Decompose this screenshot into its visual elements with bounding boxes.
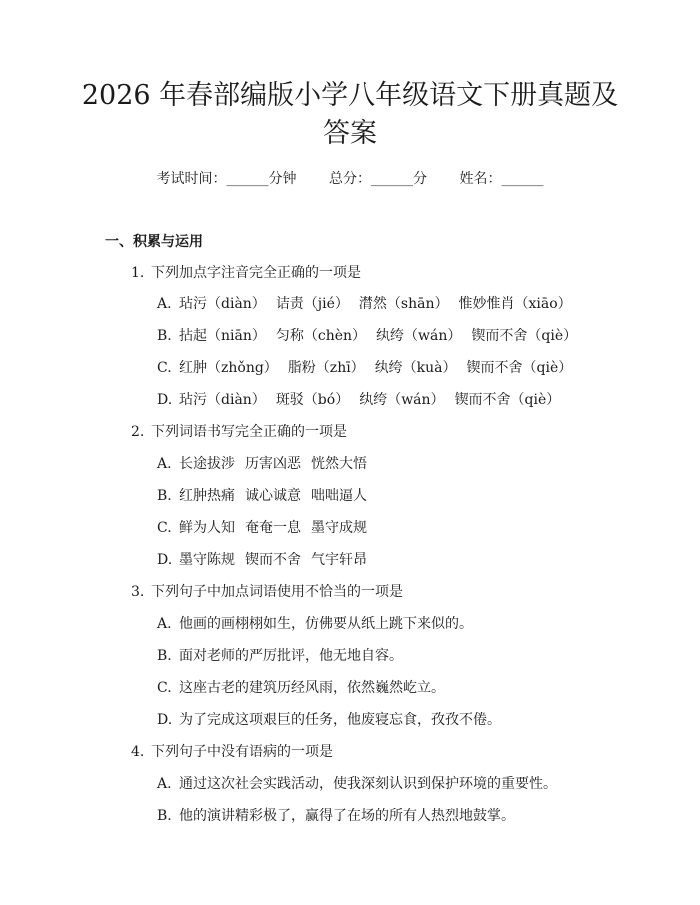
option-letter: B.: [157, 648, 172, 664]
question-number: 1.: [131, 265, 145, 281]
option-letter: B.: [157, 488, 172, 504]
student-name-label: 姓名：______: [459, 171, 544, 187]
page-title-line2: 答案: [323, 118, 377, 149]
option-1a: [157, 293, 582, 313]
option-text: 为了完成这项艰巨的任务，他废寝忘食，孜孜不倦。: [179, 712, 501, 728]
question-number: 3.: [131, 584, 145, 600]
option-word: 鲜为人知: [179, 520, 235, 536]
question-text: 下列句子中加点词语使用不恰当的一项是: [151, 584, 403, 600]
option-word: 恍然大悟: [311, 456, 367, 472]
question-3: [131, 581, 403, 601]
option-3a: [157, 613, 473, 633]
question-number: 2.: [131, 424, 145, 440]
option-word: 诘责（jié）: [275, 296, 349, 312]
total-score-label: 总分：______分: [329, 171, 427, 187]
option-word: 红肿（zhǒng）: [179, 360, 278, 376]
option-1b: [157, 325, 587, 345]
option-word: 惟妙惟肖（xiāo）: [458, 296, 572, 312]
option-word: 长途拔涉: [179, 456, 235, 472]
option-letter: A.: [157, 296, 172, 312]
exam-info: [0, 168, 700, 188]
option-word: 潸然（shān）: [358, 296, 449, 312]
option-letter: B.: [157, 808, 172, 824]
option-letter: A.: [157, 456, 172, 472]
option-letter: D.: [157, 552, 173, 568]
option-word: 气宇轩昂: [311, 552, 367, 568]
option-letter: C.: [157, 360, 172, 376]
question-number: 4.: [131, 744, 145, 760]
option-text: 他的演讲精彩极了，赢得了在场的所有人热烈地鼓掌。: [179, 808, 515, 824]
option-word: 墨守成规: [311, 520, 367, 536]
option-2a: [157, 453, 377, 473]
option-4b: [157, 805, 515, 825]
option-word: 拈起（niān）: [179, 328, 266, 344]
option-word: 锲而不舍: [245, 552, 301, 568]
option-letter: D.: [157, 392, 173, 408]
option-word: 纨绔（kuà）: [374, 360, 457, 376]
option-3c: [157, 677, 445, 697]
option-letter: C.: [157, 680, 172, 696]
option-word: 匀称（chèn）: [275, 328, 367, 344]
option-1d: [157, 389, 570, 409]
option-text: 他画的画栩栩如生，仿佛要从纸上跳下来似的。: [179, 616, 473, 632]
option-letter: D.: [157, 712, 173, 728]
question-text: 下列词语书写完全正确的一项是: [151, 424, 347, 440]
option-word: 咄咄逼人: [311, 488, 367, 504]
option-4a: [157, 773, 557, 793]
option-letter: B.: [157, 328, 172, 344]
option-letter: A.: [157, 776, 172, 792]
page-title-line1: 2026 年春部编版小学八年级语文下册真题及: [81, 80, 619, 111]
option-word: 奄奄一息: [245, 520, 301, 536]
option-word: 斑驳（bó）: [275, 392, 350, 408]
option-word: 玷污（diàn）: [179, 296, 266, 312]
option-word: 诚心诚意: [245, 488, 301, 504]
option-letter: A.: [157, 616, 172, 632]
option-word: 锲而不舍（qiè）: [454, 392, 561, 408]
option-word: 玷污（diàn）: [179, 392, 266, 408]
option-2d: [157, 549, 377, 569]
option-text: 通过这次社会实践活动，使我深刻认识到保护环境的重要性。: [179, 776, 557, 792]
option-word: 纨绔（wán）: [376, 328, 462, 344]
option-word: 锲而不舍（qiè）: [471, 328, 578, 344]
option-word: 脂粉（zhī）: [287, 360, 365, 376]
option-letter: C.: [157, 520, 172, 536]
section-title: 一、积累与运用: [105, 234, 203, 250]
question-1: [131, 262, 361, 282]
option-word: 红肿热痛: [179, 488, 235, 504]
question-text: 下列句子中没有语病的一项是: [151, 744, 333, 760]
exam-time-label: 考试时间：______分钟: [156, 171, 297, 187]
option-text: 面对老师的严厉批评，他无地自容。: [179, 648, 403, 664]
question-4: [131, 741, 333, 761]
option-word: 历害凶恶: [245, 456, 301, 472]
option-3d: [157, 709, 501, 729]
option-2c: [157, 517, 377, 537]
option-3b: [157, 645, 403, 665]
option-1c: [157, 357, 582, 377]
option-text: 这座古老的建筑历经风雨，依然巍然屹立。: [179, 680, 445, 696]
question-2: [131, 421, 347, 441]
option-word: 纨绔（wán）: [359, 392, 445, 408]
option-2b: [157, 485, 377, 505]
question-text: 下列加点字注音完全正确的一项是: [151, 265, 361, 281]
option-word: 墨守陈规: [179, 552, 235, 568]
option-word: 锲而不舍（qiè）: [466, 360, 573, 376]
